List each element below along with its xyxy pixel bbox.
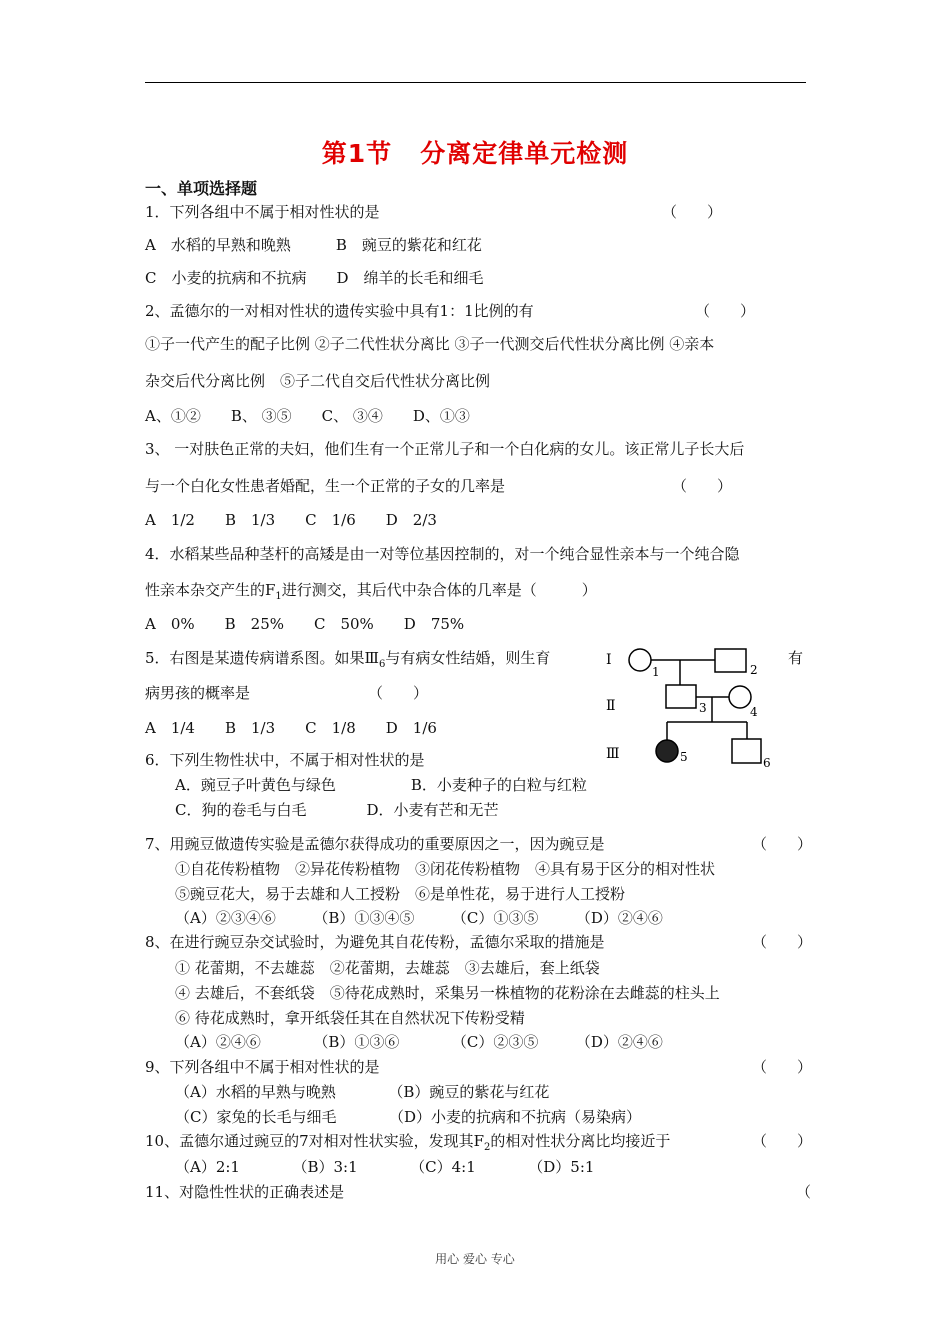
header-rule — [145, 82, 806, 83]
page-title — [0, 134, 950, 170]
q8-line2: ④ 去雄后，不套纸袋 ⑤待花成熟时，采集另一株植物的花粉涂在去雌蕊的柱头上 — [175, 984, 720, 1002]
individual-5-affected-female — [656, 740, 678, 762]
individual-1-female — [629, 649, 651, 671]
individual-2-number: 2 — [750, 663, 758, 677]
q6-options-ab: A．豌豆子叶黄色与绿色 B．小麦种子的白粒与红粒 — [175, 776, 587, 794]
generation-2-label: Ⅱ — [606, 698, 616, 714]
q9-options-ab: （A）水稻的早熟与晚熟 （B）豌豆的紫花与红花 — [175, 1083, 550, 1101]
title-text: 分离定律单元检测 — [420, 139, 629, 168]
q2-answer-blank: （ ） — [695, 302, 756, 320]
q1-options-ab: A 水稻的早熟和晚熟 B 豌豆的紫花和红花 — [145, 236, 482, 254]
q1-options-cd: C 小麦的抗病和不抗病 D 绵羊的长毛和细毛 — [145, 269, 484, 287]
q7-answer-blank: （ ） — [752, 835, 813, 853]
q8-options: （A）②④⑥ （B）①③⑥ （C）②③⑤ （D）②④⑥ — [175, 1033, 663, 1051]
q7-options: （A）②③④⑥ （B）①③④⑤ （C）①③⑤ （D）②④⑥ — [175, 909, 663, 927]
pedigree-chart — [600, 640, 780, 775]
q4-line2: 性亲本杂交产生的$F_1$进行测交，其后代中杂合体的几率是（ ） — [145, 581, 597, 602]
q5-line2: 病男孩的概率是 — [145, 684, 251, 702]
q11-answer-blank: （ — [796, 1183, 812, 1201]
q9-options-cd: （C）家兔的长毛与细毛 （D）小麦的抗病和不抗病（易染病） — [175, 1108, 642, 1126]
q8-answer-blank: （ ） — [752, 933, 813, 951]
q6-stem: 6．下列生物性状中，不属于相对性状的是 — [145, 751, 425, 769]
q2-options: A、①② B、 ③⑤ C、 ③④ D、①③ — [145, 407, 470, 425]
q4-line1: 4．水稻某些品种茎杆的高矮是由一对等位基因控制的，对一个纯合显性亲本与一个纯合隐 — [145, 545, 740, 563]
q2-line1: ①子一代产生的配子比例 ②子二代性状分离比 ③子一代测交后代性状分离比例 ④亲本 — [145, 335, 715, 353]
q5-answer-blank: （ ） — [368, 684, 429, 702]
individual-6-male — [732, 739, 761, 763]
q7-line1: ①自花传粉植物 ②异花传粉植物 ③闭花传粉植物 ④具有易于区分的相对性状 — [175, 860, 716, 878]
individual-4-female — [729, 686, 751, 708]
q10-answer-blank: （ ） — [752, 1132, 813, 1150]
individual-3-number: 3 — [699, 701, 707, 715]
individual-5-number: 5 — [680, 750, 688, 764]
q5-line1-tail: 有 — [788, 649, 804, 667]
q9-stem: 9、下列各组中不属于相对性状的是 — [145, 1058, 380, 1076]
individual-2-male — [715, 649, 746, 672]
q3-answer-blank: （ ） — [672, 477, 733, 495]
q2-line2: 杂交后代分离比例 ⑤子二代自交后代性状分离比例 — [145, 372, 491, 390]
q3-line1: 3、 一对肤色正常的夫妇，他们生有一个正常儿子和一个白化病的女儿。该正常儿子长大后 — [145, 440, 745, 458]
q8-line1: ① 花蕾期，不去雄蕊 ②花蕾期，去雄蕊 ③去雄后，套上纸袋 — [175, 959, 600, 977]
q9-answer-blank: （ ） — [752, 1058, 813, 1076]
page-footer: 用心 爱心 专心 — [435, 1252, 515, 1266]
q10-options: （A）2:1 （B）3:1 （C）4:1 （D）5:1 — [175, 1158, 595, 1176]
q7-line2: ⑤豌豆花大，易于去雄和人工授粉 ⑥是单性花，易于进行人工授粉 — [175, 885, 626, 903]
q2-stem: 2、孟德尔的一对相对性状的遗传实验中具有1：1比例的有 — [145, 302, 534, 320]
q4-options: A 0% B 25% C 50% D 75% — [145, 615, 465, 633]
q1-answer-blank: （ ） — [662, 203, 723, 221]
generation-1-label: Ⅰ — [606, 652, 612, 668]
q8-stem: 8、在进行豌豆杂交试验时，为避免其自花传粉，孟德尔采取的措施是 — [145, 933, 605, 951]
individual-6-number: 6 — [763, 756, 771, 770]
q8-line3: ⑥ 待花成熟时，拿开纸袋任其在自然状况下传粉受精 — [175, 1009, 525, 1027]
section-heading: 一、单项选择题 — [145, 179, 258, 198]
individual-4-number: 4 — [750, 705, 758, 719]
q3-line2: 与一个白化女性患者婚配，生一个正常的子女的几率是 — [145, 477, 506, 495]
q11-stem: 11、对隐性性状的正确表述是 — [145, 1183, 345, 1201]
title-section-number: 第1节 — [321, 139, 393, 168]
q5-options: A 1/4 B 1/3 C 1/8 D 1/6 — [145, 719, 437, 737]
q1-stem: 1．下列各组中不属于相对性状的是 — [145, 203, 380, 221]
individual-3-male — [666, 685, 696, 708]
individual-1-number: 1 — [652, 665, 660, 679]
q6-options-cd: C．狗的卷毛与白毛 D．小麦有芒和无芒 — [175, 801, 499, 819]
q7-stem: 7、用豌豆做遗传实验是孟德尔获得成功的重要原因之一，因为豌豆是 — [145, 835, 605, 853]
q3-options: A 1/2 B 1/3 C 1/6 D 2/3 — [145, 511, 437, 529]
generation-3-label: Ⅲ — [606, 746, 620, 762]
q5-line1: 5．右图是某遗传病谱系图。如果$Ⅲ_6$与有病女性结婚，则生育 — [145, 649, 551, 670]
q10-stem: 10、孟德尔通过豌豆的7对相对性状实验，发现其$F_2$的相对性状分离比均接近于 — [145, 1132, 671, 1153]
